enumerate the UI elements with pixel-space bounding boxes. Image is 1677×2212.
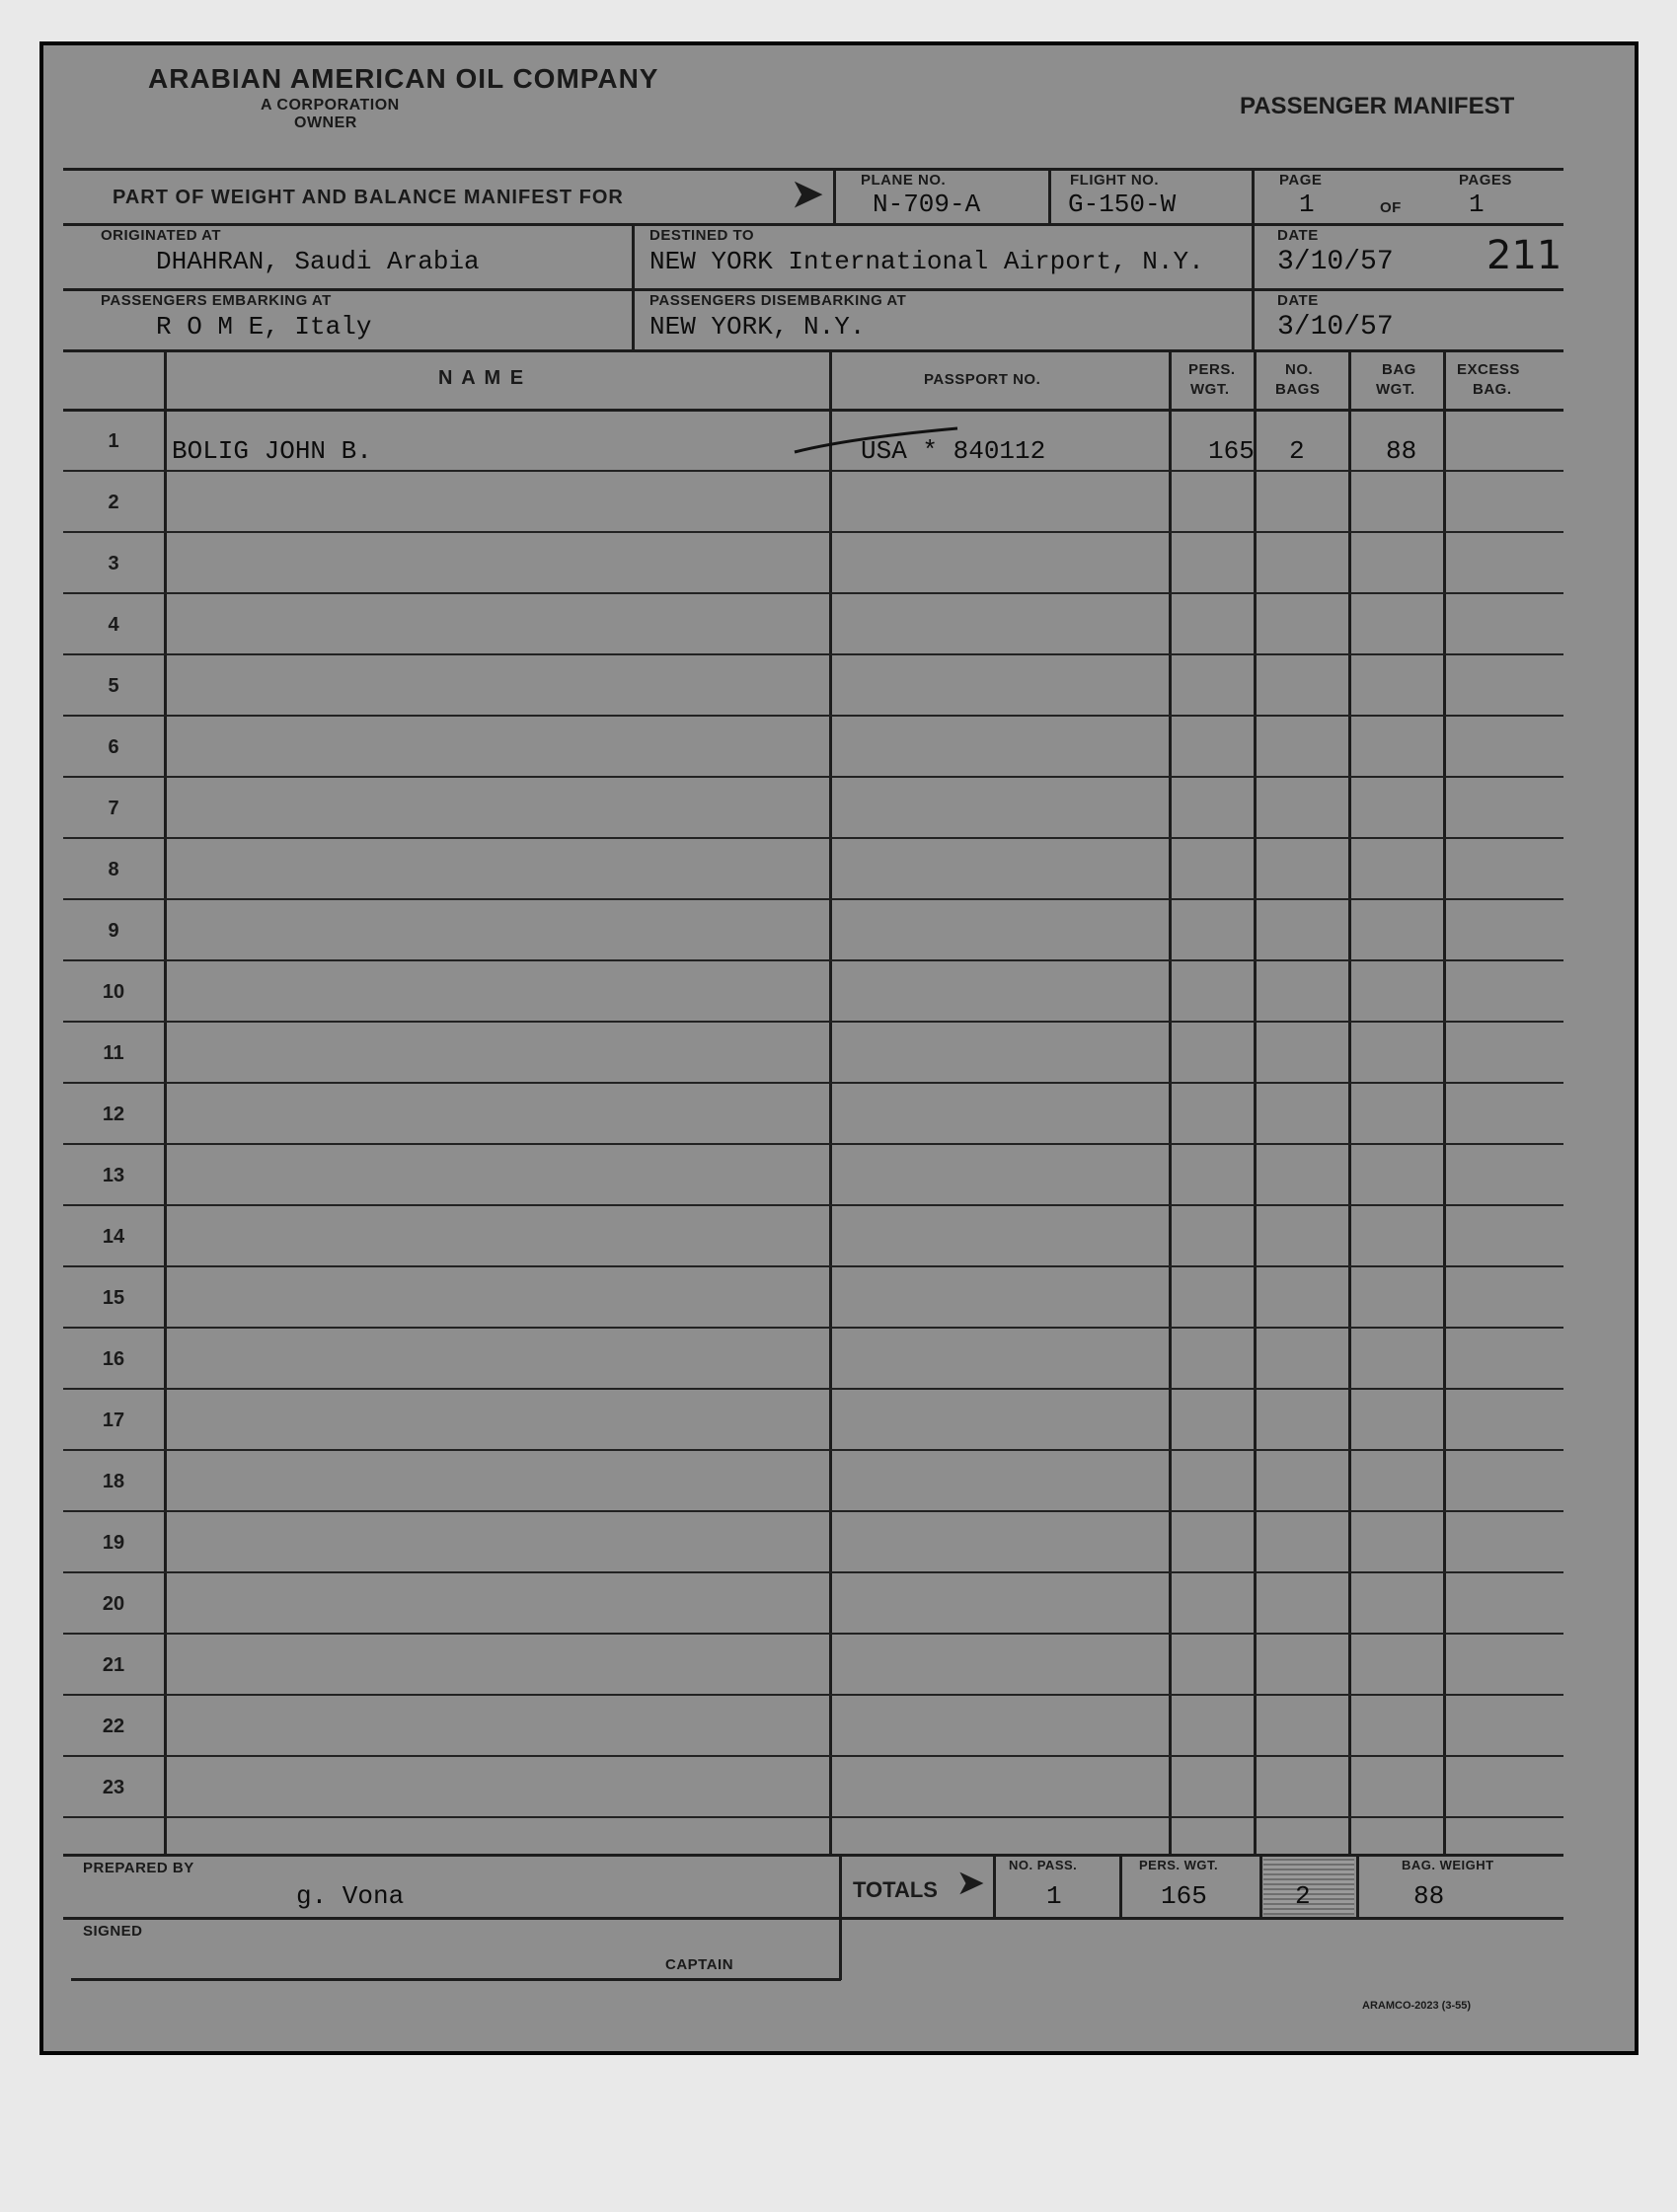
row-divider [63, 959, 1563, 961]
arrow-right-icon: ➤ [792, 174, 823, 215]
totals-label: TOTALS [853, 1877, 938, 1902]
page-label: PAGE [1279, 172, 1323, 189]
embarking-label: PASSENGERS EMBARKING AT [101, 292, 332, 309]
row-divider [63, 1816, 1563, 1818]
row-number: 19 [102, 1532, 125, 1554]
col-pers-wgt-1: PERS. [1188, 361, 1236, 378]
bag-weight-label: BAG. WEIGHT [1402, 1858, 1494, 1872]
form-code: ARAMCO-2023 (3-55) [1362, 2000, 1472, 2012]
row-number: 10 [102, 981, 125, 1003]
plane-no: N-709-A [873, 190, 981, 219]
captain-label: CAPTAIN [665, 1956, 734, 1973]
row-divider [63, 1510, 1563, 1512]
pages-number: 1 [1469, 190, 1485, 219]
row-number: 1 [108, 430, 119, 452]
document-number: 211 [1486, 233, 1563, 278]
row-divider [63, 837, 1563, 839]
destined-to: NEW YORK International Airport, N.Y. [649, 247, 1204, 276]
col-pers-wgt-2: WGT. [1190, 381, 1230, 398]
pers-wgt-total: 165 [1161, 1881, 1207, 1911]
row-number: 15 [102, 1287, 125, 1309]
row-divider [63, 1755, 1563, 1757]
date2: 3/10/57 [1277, 312, 1394, 343]
row-number: 14 [102, 1226, 125, 1248]
row-divider [63, 1388, 1563, 1390]
bags-total: 2 [1295, 1881, 1311, 1911]
row-number: 18 [102, 1471, 125, 1492]
col-no-bags-1: NO. [1285, 361, 1314, 378]
row-number: 20 [102, 1593, 125, 1615]
row-divider [63, 1571, 1563, 1573]
row-number: 23 [102, 1777, 125, 1798]
plane-no-label: PLANE NO. [861, 172, 947, 189]
row-divider [63, 776, 1563, 778]
row-number: 21 [102, 1654, 125, 1676]
arrow-right-icon: ➤ [957, 1865, 984, 1900]
destined-label: DESTINED TO [649, 227, 755, 244]
flight-no-label: FLIGHT NO. [1070, 172, 1159, 189]
bag-weight-total: 88 [1413, 1881, 1445, 1911]
passport-no: USA * 840112 [861, 436, 1046, 466]
col-passport: PASSPORT NO. [924, 371, 1041, 388]
embarking-at: R O M E, Italy [156, 312, 372, 342]
row-divider [63, 1143, 1563, 1145]
part-of-label: PART OF WEIGHT AND BALANCE MANIFEST FOR [113, 187, 624, 208]
row-divider [63, 1449, 1563, 1451]
date-label: DATE [1277, 227, 1319, 244]
originated-label: ORIGINATED AT [101, 227, 222, 244]
owner-label: OWNER [294, 114, 357, 131]
date2-label: DATE [1277, 292, 1319, 309]
originated-at: DHAHRAN, Saudi Arabia [156, 247, 480, 276]
row-number: 22 [102, 1716, 125, 1737]
corporation-label: A CORPORATION [261, 97, 400, 114]
row-number: 8 [108, 859, 119, 880]
row-divider [63, 1694, 1563, 1696]
flight-no: G-150-W [1068, 190, 1177, 219]
row-divider [63, 715, 1563, 717]
row-number: 16 [102, 1348, 125, 1370]
signed-label: SIGNED [83, 1923, 143, 1940]
row-number: 5 [108, 675, 119, 697]
pers-wgt: 165 [1208, 436, 1255, 466]
row-divider [63, 1633, 1563, 1635]
row-divider [63, 592, 1563, 594]
bag-wgt: 88 [1386, 436, 1417, 466]
row-number: 3 [108, 553, 119, 574]
col-excess-1: EXCESS [1457, 361, 1520, 378]
col-name: N A M E [438, 367, 526, 389]
col-bag-wgt-2: WGT. [1376, 381, 1415, 398]
row-divider [63, 1021, 1563, 1023]
pages-label: PAGES [1459, 172, 1512, 189]
row-divider [63, 1265, 1563, 1267]
pers-wgt-label: PERS. WGT. [1139, 1858, 1219, 1872]
passenger-name: BOLIG JOHN B. [172, 436, 372, 466]
row-divider [63, 1082, 1563, 1084]
row-divider [63, 898, 1563, 900]
no-pass-total: 1 [1046, 1881, 1062, 1911]
disembarking-label: PASSENGERS DISEMBARKING AT [649, 292, 907, 309]
no-bags: 2 [1289, 436, 1305, 466]
row-number: 7 [108, 798, 119, 819]
row-divider [63, 1327, 1563, 1329]
row-number: 4 [108, 614, 119, 636]
row-divider [63, 1204, 1563, 1206]
of-label: OF [1380, 199, 1402, 216]
date: 3/10/57 [1277, 247, 1394, 277]
page-number: 1 [1299, 190, 1315, 219]
row-number: 12 [102, 1104, 125, 1125]
row-divider [63, 531, 1563, 533]
pen-stroke [790, 420, 967, 460]
row-number: 17 [102, 1410, 125, 1431]
col-no-bags-2: BAGS [1275, 381, 1321, 398]
manifest-sheet [39, 41, 1639, 2055]
no-pass-label: NO. PASS. [1009, 1858, 1078, 1872]
disembarking-at: NEW YORK, N.Y. [649, 312, 866, 342]
prepared-by: g. Vona [296, 1881, 405, 1911]
col-bag-wgt-1: BAG [1382, 361, 1416, 378]
row-number: 6 [108, 736, 119, 758]
row-number: 11 [103, 1042, 124, 1064]
prepared-label: PREPARED BY [83, 1860, 194, 1876]
row-number: 9 [108, 920, 119, 942]
company-name: ARABIAN AMERICAN OIL COMPANY [148, 63, 659, 94]
row-number: 13 [102, 1165, 125, 1186]
col-excess-2: BAG. [1473, 381, 1512, 398]
row-divider [63, 470, 1563, 472]
row-number: 2 [108, 492, 119, 513]
row-divider [63, 653, 1563, 655]
form-title: PASSENGER MANIFEST [1240, 93, 1515, 119]
